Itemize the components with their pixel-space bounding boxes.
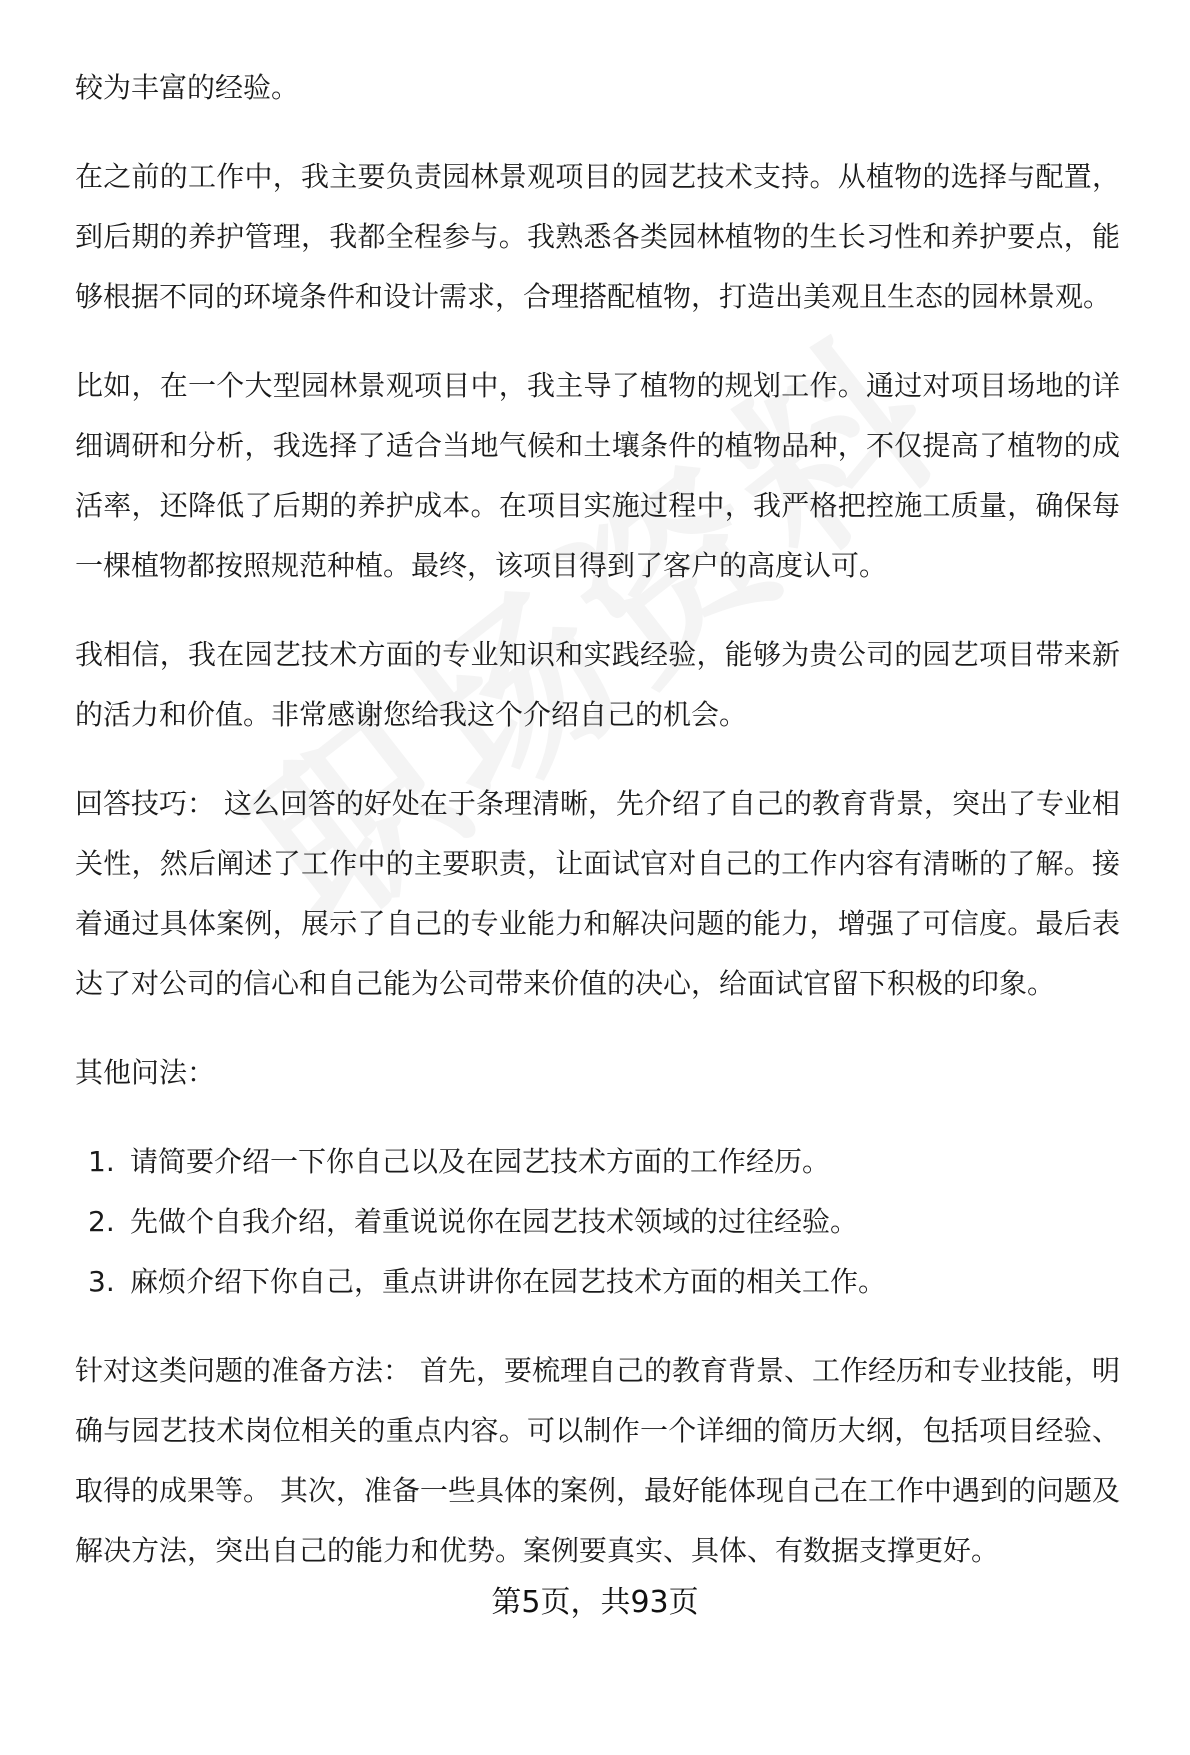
other-questions-list (75, 1132, 1120, 1312)
list-item (75, 1132, 1120, 1192)
paragraph-experience-intro: 较为丰富的经验。 (75, 71, 300, 104)
list-item-text: 麻烦介绍下你自己，重点讲讲你在园艺技术方面的相关工作。 (130, 1265, 887, 1298)
paragraph-answer-tips: 回答技巧： 这么回答的好处在于条理清晰，先介绍了自己的教育背景，突出了专业相关性，然后阐述了工作中的主要职责，让面试官对自己的工作内容有清晰的了解。接着通过具体案例，展示了自己的专业能力和解决问题的能力，增强了可信度。最后表达了对公司的信心和自己能为公司带来价值的决心，给面试官留下积极的印象。 (75, 787, 1120, 1000)
list-item-text: 先做个自我介绍，着重说说你在园艺技术领域的过往经验。 (130, 1205, 859, 1238)
paragraph-closing: 我相信，我在园艺技术方面的专业知识和实践经验，能够为贵公司的园艺项目带来新的活力和价值。非常感谢您给我这个介绍自己的机会。 (75, 638, 1120, 731)
document-body (75, 58, 1120, 1610)
other-questions-heading: 其他问法： (75, 1056, 216, 1089)
list-item-number: 3. (88, 1265, 115, 1298)
paragraph-work-duties: 在之前的工作中，我主要负责园林景观项目的园艺技术支持。从植物的选择与配置，到后期的养护管理，我都全程参与。我熟悉各类园林植物的生长习性和养护要点，能够根据不同的环境条件和设计需求，合理搭配植物，打造出美观且生态的园林景观。 (75, 160, 1120, 313)
paragraph-project-example: 比如，在一个大型园林景观项目中，我主导了植物的规划工作。通过对项目场地的详细调研和分析，我选择了适合当地气候和土壤条件的植物品种，不仅提高了植物的成活率，还降低了后期的养护成本。在项目实施过程中，我严格把控施工质量，确保每一棵植物都按照规范种植。最终，该项目得到了客户的高度认可。 (75, 369, 1120, 582)
list-item (75, 1252, 1120, 1312)
paragraph-preparation-method: 针对这类问题的准备方法： 首先，要梳理自己的教育背景、工作经历和专业技能，明确与园艺技术岗位相关的重点内容。可以制作一个详细的简历大纲，包括项目经验、取得的成果等。 其次，准备一些具体的案例，最好能体现自己在工作中遇到的问题及解决方法，突出自己的能力和优势。案例要真实、具体、有数据支撑更好。 (75, 1354, 1120, 1567)
list-item-number: 2. (88, 1205, 115, 1238)
list-item-text: 请简要介绍一下你自己以及在园艺技术方面的工作经历。 (130, 1145, 831, 1178)
page-number-footer: 第5页，共93页 (491, 1585, 699, 1620)
list-item-number: 1. (88, 1145, 115, 1178)
list-item (75, 1192, 1120, 1252)
